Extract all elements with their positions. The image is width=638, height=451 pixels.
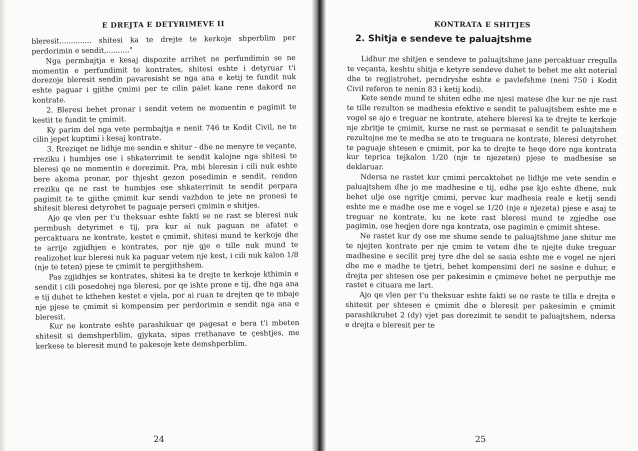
paragraph: Ndersa ne rastet kur çmimi percaktohet ne lidhje me vete sendin e paluajtshem dhe jo me madhesine e tij, edhe pse kjo eshte dhene, nuk behet ulje ose ngritje çmimi, pervec kur madhesia reale e ketij sendi eshte me e madhe ose me e vogel se 1/20 (nje e njezeta) pjese e asaj te treguar ne kontrate, ku ne kete rast bleresi mund te zgjedhe ose pagimin, ose heqjen dore nga kontrata, ose pagimin e çmimit shtese. (345, 172, 617, 233)
section-title: 2. Shitja e sendeve te paluajtshme (355, 34, 532, 46)
paragraph: Kur ne kontrate eshte parashikuar qe pagesat e bera t'i mbeten shitesit si demshperblim, gjykata, sipas rrethanave te çeshtjes, me kerkese te bleresit mund te pakesoje kete demshperblim. (35, 318, 300, 351)
paragraph: Lidhur me shitjen e sendeve te paluajtshme jane percaktuar rregulla te veçanta, keshtu shitja e ketyre sendeve duhet te behet me akt noterial dhe te regjistrohet, perndryshe eshte e pavlefshme (neni 750 i Kodit Civil referon te nenin 83 i ketij kodi). (346, 54, 618, 94)
right-page-body (345, 54, 617, 332)
paragraph: bleresit.............. shitesi ka te drejte te kerkoje shperblim per perdorimin e sendit,.........." (31, 33, 296, 56)
paragraph: Kete sende mund te shiten edhe me njesi matese dhe kur ne nje rast te tille rezulton se madhesia efektive e sendit te paluajtshem eshte me e vogel se ajo e treguar ne kontrate, atehere bleresi ka te drejte te kerkoje nje zbritje te çmimit, kurse ne rast se permasat e sendit te paluajtshem rezultojne me te medha se ato te treguara ne kontrate, bleresi detyrohet te paguaje shtesen e çmimit, por ka te drejte te heqe dore nga kontrata kur teprica tejkalon 1/20 (nje te njezeten) pjese te madhesise se deklaruar. (346, 93, 617, 172)
paragraph: Nga permbajtja e kesaj dispozite arrihet ne perfundimin se ne momentin e perfundimit te kontrates, shitesi eshte i detyruar t'i dorezoje bleresit sendin pavaresisht se nga ana e ketij te fundit nuk eshte paguar i gjithe çmimi per te cilin palet kane rene dakord ne kontrate. (31, 52, 297, 105)
page-number-left: 24 (153, 434, 165, 446)
paragraph: Ne rastet kur dy ose me shume sende te paluajtshme jane shitur me te njejten kontrate per nje çmim te vetem dhe te njejte duke treguar madhesine e secilit prej tyre dhe del se sasia eshte me e vogel ne njeri dhe me e madhe te tjetri, behet kompensimi deri ne sasine e duhur, e drejta per shtesen ose per pakesimin e çmimeve behet ne perputhje me rastet e cituara me lart. (345, 231, 616, 291)
running-head-right: KONTRATA E SHITJES (434, 19, 531, 30)
paragraph: 2. Bleresi behet pronar i sendit vetem ne momentin e pagimit te kestit te fundit te çmimit. (32, 101, 297, 125)
paragraph: Pas zgjidhjes se kontrates, shitesi ka te drejte te kerkoje kthimin e sendit i cili posedohej nga bleresi, por qe ishte prone e tij, dhe nga ana e tij duhet te kthehen kestet e vjela, por ai ruan te drejten qe te mbaje nje pjese te çmimit si kompensim per perdorimin e sendit nga ana e bleresit. (34, 269, 300, 322)
right-page (324, 0, 638, 451)
paragraph: Ky parim del nga vete permbajtja e nenit 746 te Kodit Civil, ne te cilin jepet kuptimi i kesaj kontrate. (32, 121, 297, 145)
left-page (0, 0, 315, 451)
page-number-right: 25 (475, 434, 486, 446)
left-page-body (31, 33, 299, 352)
paragraph: 3. Rreziqet ne lidhje me sendin e shitur - dhe ne menyre te veçante, rreziku i humbjes ose i shkaterrimit te sendit kalojne nga shitesi te bleresi qe ne momentin e dorezimit. Pra, mbi bleresin i cili nuk eshte bere akoma pronar, por thjesht gezon posedimin e sendit, rendon rreziku qe ne rast te humbjes ose shkaterrimit te sendit perpara pagimit te te gjithe çmimit kur sendi vazhdon te jete ne pronesi te shitesit bleresi detyrohet te paguaje perseri çmimin e shitjes. (33, 141, 298, 214)
paragraph: Ajo qe vlen per t'u theksuar eshte fakti se ne rast se bleresi nuk permbush detyrimet e tij, pra kur ai nuk paguan ne afatet e percaktuara ne kontrate, kestet e çmimit, shitesi mund te kerkoje dhe te arrije zgjidhjen e kontrates, por nje gje e tille nuk mund te realizohet kur bleresi nuk ka paguar vetem nje kest, i cili nuk kalon 1/8 (nje te teten) pjese te çmimit te pergjithshem. (33, 210, 299, 273)
running-head-left: E DREJTA E DETYRIMEVE II (101, 19, 225, 30)
paragraph: Ajo qe vlen per t'u theksuar eshte fakti se ne raste te tilla e drejta e shitesit per shtesen e çmimit dhe e bleresit per pakesimin e çmimit parashikruhet 2 (dy) vjet pas dorezimit te sendit te paluajtshem, ndersa e drejta e bleresit per te (345, 290, 616, 330)
